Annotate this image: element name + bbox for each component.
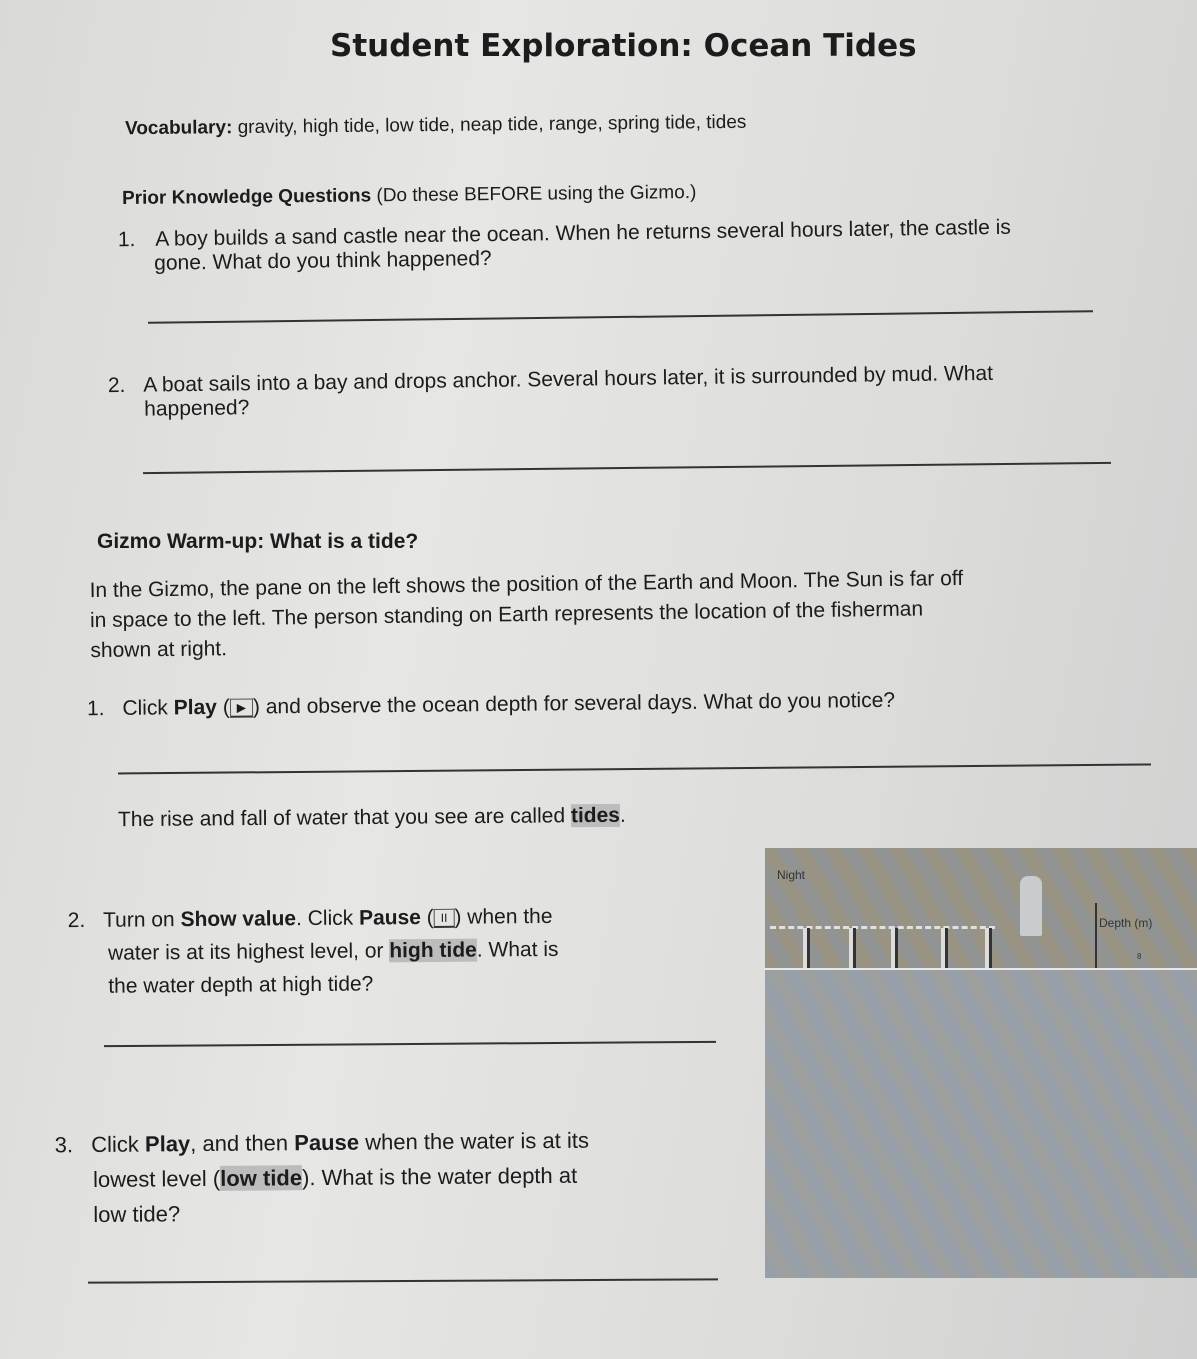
answer-line[interactable] [148, 310, 1093, 324]
answer-line[interactable] [88, 1278, 718, 1283]
depth-label: Depth (m) [1099, 916, 1153, 930]
text: . Click [295, 906, 360, 931]
answer-line[interactable] [104, 1041, 716, 1047]
gizmo-screenshot [765, 848, 1197, 1278]
text: ( [216, 695, 230, 719]
tides-term: tides [570, 803, 621, 828]
pause-icon: II [434, 909, 455, 928]
answer-line[interactable] [118, 763, 1151, 774]
answer-line[interactable] [143, 462, 1111, 474]
pier-post [803, 928, 810, 968]
question-text: A boy builds a sand castle near the ocean. When he returns several hours later, the castle is [155, 215, 1011, 251]
question-number: 2. [107, 373, 126, 398]
prior-knowledge-heading [122, 182, 697, 210]
text: water is at its highest level, or [107, 939, 390, 965]
text: when the water is at its [358, 1127, 590, 1155]
text: Turn on [102, 908, 181, 932]
pier-post [849, 928, 856, 968]
play-icon: ▶ [230, 698, 253, 717]
text: , and then [190, 1130, 295, 1157]
text: low tide? [93, 1201, 181, 1227]
intro-line: In the Gizmo, the pane on the left shows the position of the Earth and Moon. The Sun is far off [89, 566, 964, 603]
text: ( [420, 905, 434, 930]
low-tide-term: low tide [220, 1165, 303, 1191]
bold-text: Show value [180, 907, 297, 932]
intro-line: in space to the left. The person standing on Earth represents the location of the fisherman [89, 597, 924, 633]
warmup-question-3 [55, 1123, 590, 1233]
time-of-day-label: Night [777, 868, 806, 882]
depth-axis [1095, 903, 1097, 968]
pier-post [985, 928, 992, 968]
text: the water depth at high tide? [108, 972, 374, 998]
warmup-question-1 [87, 689, 895, 721]
question-number: 3. [54, 1132, 74, 1158]
prior-question-2 [108, 362, 994, 422]
sky [765, 848, 1197, 968]
text: Click [91, 1131, 146, 1158]
text: lowest level ( [92, 1165, 221, 1192]
vocabulary-terms: gravity, high tide, low tide, neap tide, range, spring tide, tides [237, 111, 747, 139]
warmup-question-2 [68, 900, 559, 1003]
ocean-water [765, 968, 1197, 1278]
heading-text: Prior Knowledge Questions [121, 185, 372, 210]
heading-note: (Do these BEFORE using the Gizmo.) [376, 181, 697, 207]
depth-value: 8 [1137, 952, 1142, 961]
question-text: A boat sails into a bay and drops anchor. Several hours later, it is surrounded by mud. What [143, 361, 994, 397]
bold-text: Pause [294, 1129, 360, 1156]
text: . What is [476, 937, 559, 962]
text: Click [122, 696, 174, 720]
question-number: 1. [86, 697, 105, 721]
text: The rise and fall of water that you see are called [117, 804, 572, 832]
fisherman-figure [1020, 876, 1042, 936]
intro-line: shown at right. [90, 637, 228, 663]
question-number: 2. [67, 908, 86, 933]
text: ). What is the water depth at [301, 1162, 578, 1191]
tides-sentence [118, 804, 626, 832]
pier-post [891, 928, 898, 968]
text: . [619, 803, 626, 827]
page-title: Student Exploration: Ocean Tides [330, 28, 917, 64]
text: ) when the [454, 904, 553, 929]
question-number: 1. [117, 227, 136, 252]
vocabulary [125, 112, 747, 141]
question-text: happened? [144, 396, 250, 421]
bold-text: Play [173, 695, 218, 720]
vocabulary-label: Vocabulary: [124, 117, 233, 140]
warmup-heading: Gizmo Warm-up: What is a tide? [97, 530, 419, 553]
text: ) and observe the ocean depth for several days. What do you notice? [252, 688, 896, 719]
bold-text: Play [144, 1131, 191, 1157]
warmup-intro [89, 564, 964, 666]
bold-text: Pause [358, 906, 422, 930]
prior-question-1 [118, 216, 1012, 276]
question-text: gone. What do you think happened? [154, 247, 492, 275]
high-tide-term: high tide [389, 938, 477, 963]
pier-post [941, 928, 948, 968]
